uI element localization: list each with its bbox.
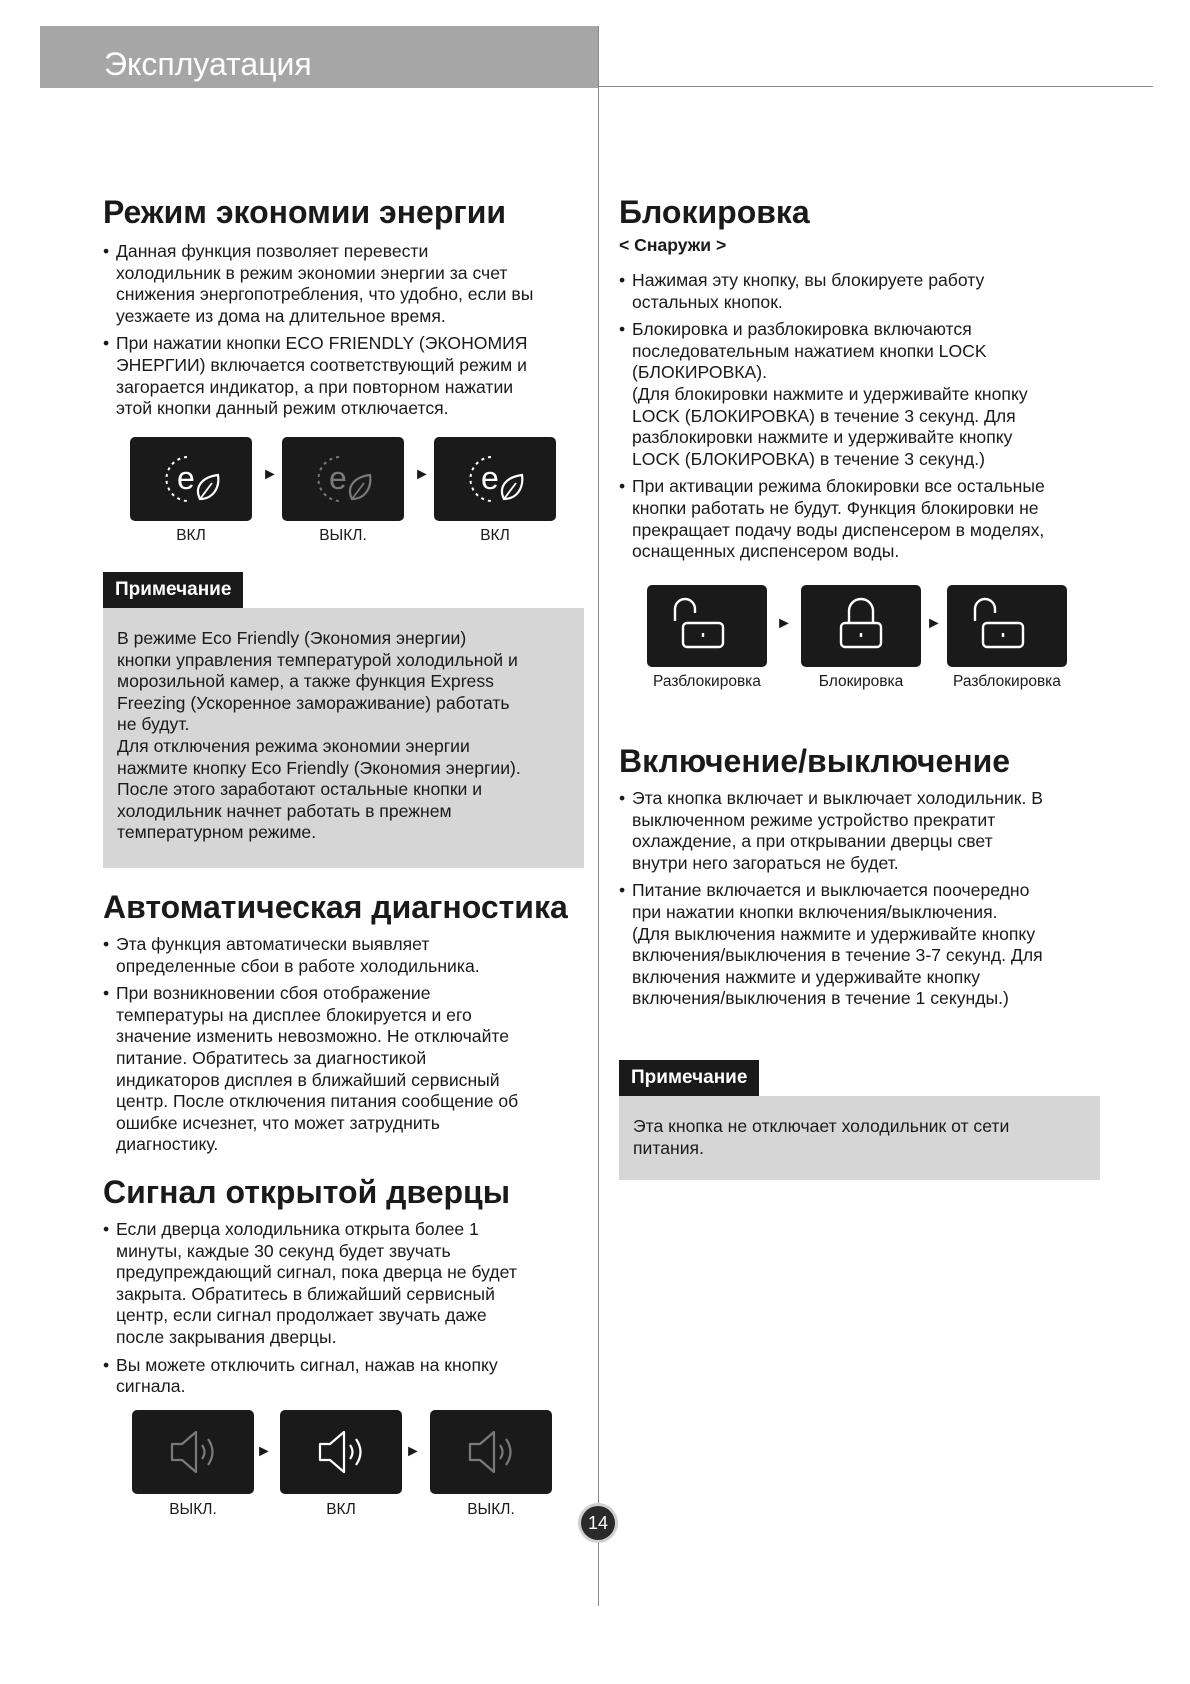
power-title: Включение/выключение <box>619 743 1011 779</box>
note-label: Примечание <box>619 1060 759 1096</box>
diagnostics-section <box>103 888 583 1162</box>
alarm-button-off <box>430 1410 552 1494</box>
alarm-button-on <box>280 1410 402 1494</box>
column-divider <box>598 26 599 1606</box>
diagnostics-title: Автоматическая диагностика <box>103 889 568 925</box>
speaker-icon <box>280 1410 402 1494</box>
diagnostics-bullets <box>103 934 583 1156</box>
icon-caption: ВКЛ <box>176 527 206 544</box>
sequence-arrow-icon: ► <box>414 466 430 483</box>
eco-leaf-icon <box>434 437 556 521</box>
list-item: • Если дверца холодильника открыта более 1 минуты, каждые 30 секунд будет звучать предупреждающий сигнал, пока дверца не будет закрыта. Обратитесь в ближайший сервисный центр, если сигнал продолжает звучать даже после закрывания дверцы. <box>103 1219 583 1349</box>
list-item: • Блокировка и разблокировка включаются последовательным нажатием кнопки LOCK (БЛОКИРОВКА). (Для блокировки нажмите и удерживайте кнопку LOCK (БЛОКИРОВКА) в течение 3 секунд. Для разблокировки нажмите и удерживайте кнопку LOCK (БЛОКИРОВКА) в течение 3 секунд.) <box>619 319 1097 470</box>
note-label: Примечание <box>103 572 243 608</box>
list-item: • Вы можете отключить сигнал, нажав на кнопку сигнала. <box>103 1355 583 1398</box>
lock-button <box>801 585 921 667</box>
lock-section <box>619 193 1097 569</box>
sequence-arrow-icon: ► <box>776 615 792 632</box>
lock-bullets <box>619 270 1097 563</box>
sequence-arrow-icon: ► <box>926 615 942 632</box>
lock-subtitle: < Снаружи > <box>619 235 727 255</box>
list-item: • Нажимая эту кнопку, вы блокируете работу остальных кнопок. <box>619 270 1097 313</box>
door-alarm-bullets <box>103 1219 583 1398</box>
alarm-button-off <box>132 1410 254 1494</box>
unlock-button <box>947 585 1067 667</box>
list-item: • Данная функция позволяет перевести холодильник в режим экономии энергии за счет снижения энергопотребления, что удобно, если вы уезжаете из дома на длительное время. <box>103 241 583 327</box>
icon-caption: Блокировка <box>818 673 904 690</box>
note-box <box>619 1096 1100 1180</box>
note-text: В режиме Eco Friendly (Экономия энергии) кнопки управления температурой холодильной и морозильной камер, а также функция Express Freezing (Ускоренное замораживание) работать не будут. Для отключения режима экономии энергии нажмите кнопку Eco Friendly (Экономия энергии). После этого заработают остальные кнопки и холодильник начнет работать в прежнем температурном режиме. <box>117 628 521 843</box>
energy-title: Режим экономии энергии <box>103 194 507 230</box>
unlock-button <box>647 585 767 667</box>
eco-button-on <box>434 437 556 521</box>
icon-caption: ВЫКЛ. <box>467 1501 515 1518</box>
locked-padlock-icon <box>801 585 921 667</box>
icon-caption: Разблокировка <box>653 673 761 690</box>
power-bullets <box>619 788 1097 1010</box>
svg-text:e: e <box>177 460 195 496</box>
icon-caption: ВКЛ <box>326 1501 356 1518</box>
page-section-title: Эксплуатация <box>104 46 312 82</box>
energy-bullets <box>103 241 583 420</box>
door-alarm-title: Сигнал открытой дверцы <box>103 1174 511 1210</box>
unlocked-padlock-icon <box>947 585 1067 667</box>
list-item: • При нажатии кнопки ECO FRIENDLY (ЭКОНОМИЯ ЭНЕРГИИ) включается соответствующий режим и загорается индикатор, а при повторном нажатии этой кнопки данный режим отключается. <box>103 333 583 419</box>
svg-text:e: e <box>481 460 499 496</box>
page-number: 14 <box>581 1506 615 1540</box>
list-item: • При активации режима блокировки все остальные кнопки работать не будут. Функция блокировки не прекращает подачу воды диспенсером в моделях, оснащенных диспенсером воды. <box>619 476 1097 562</box>
eco-button-off <box>282 437 404 521</box>
eco-button-on <box>130 437 252 521</box>
sequence-arrow-icon: ► <box>405 1443 421 1460</box>
icon-caption: ВЫКЛ. <box>169 1501 217 1518</box>
icon-caption: ВКЛ <box>480 527 510 544</box>
energy-section <box>103 193 583 426</box>
eco-leaf-icon <box>130 437 252 521</box>
unlocked-padlock-icon <box>647 585 767 667</box>
list-item: • При возникновении сбоя отображение температуры на дисплее блокируется и его значение изменить невозможно. Не отключайте питание. Обратитесь за диагностикой индикаторов дисплея в ближайший сервисный центр. После отключения питания сообщение об ошибке исчезнет, что может затруднить диагностику. <box>103 983 583 1156</box>
speaker-icon <box>430 1410 552 1494</box>
list-item: • Эта функция автоматически выявляет определенные сбои в работе холодильника. <box>103 934 583 977</box>
svg-text:e: e <box>329 460 347 496</box>
eco-leaf-icon <box>282 437 404 521</box>
speaker-icon <box>132 1410 254 1494</box>
lock-title: Блокировка <box>619 194 810 230</box>
sequence-arrow-icon: ► <box>256 1443 272 1460</box>
note-box <box>103 608 584 868</box>
power-section <box>619 742 1097 1016</box>
icon-caption: ВЫКЛ. <box>319 527 367 544</box>
door-alarm-section <box>103 1173 583 1404</box>
sequence-arrow-icon: ► <box>262 466 278 483</box>
list-item: • Эта кнопка включает и выключает холодильник. В выключенном режиме устройство прекратит охлаждение, а при открывании дверцы свет внутри него загораться не будет. <box>619 788 1097 874</box>
list-item: • Питание включается и выключается поочередно при нажатии кнопки включения/выключения. (Для выключения нажмите и удерживайте кнопку включения/выключения в течение 3-7 секунд. Для включения нажмите и удерживайте кнопку включения/выключения в течение 1 секунды.) <box>619 880 1097 1010</box>
header-divider <box>598 86 1153 87</box>
icon-caption: Разблокировка <box>953 673 1061 690</box>
note-text: Эта кнопка не отключает холодильник от сети питания. <box>633 1116 1010 1158</box>
